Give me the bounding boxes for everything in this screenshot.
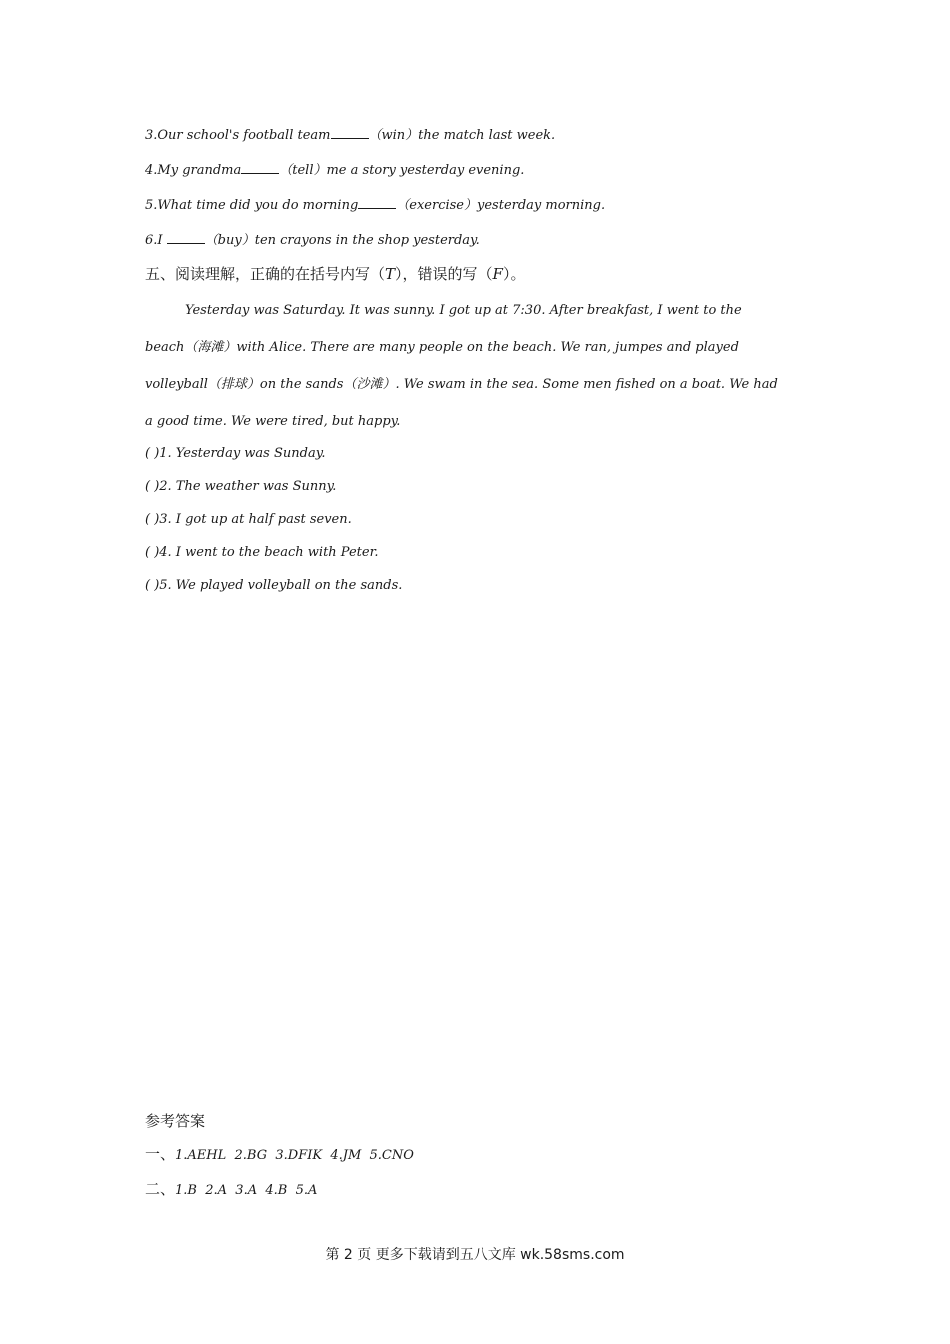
page-footer: 第 2 页 更多下载请到五八文库 wk.58sms.com bbox=[325, 1247, 625, 1263]
answer-blank[interactable] bbox=[331, 126, 369, 139]
section-5-title-f: F bbox=[492, 265, 503, 283]
answers-title: 参考答案 bbox=[145, 1112, 206, 1130]
question-3-hint: （win） bbox=[368, 128, 419, 143]
question-3-text: 3.Our school's football team bbox=[145, 128, 331, 143]
tf-item-4: ( )4. I went to the beach with Peter. bbox=[145, 545, 379, 560]
section-5-title-part: 五、阅读理解，正确的在括号内写（ bbox=[145, 265, 386, 283]
answers-line-2-text: 1.B 2.A 3.A 4.B 5.A bbox=[175, 1183, 318, 1198]
answers-line-2-prefix: 二、 bbox=[145, 1180, 176, 1198]
answer-blank[interactable] bbox=[241, 161, 279, 174]
answers-line-1 bbox=[145, 1145, 414, 1165]
question-4-rest: me a story yesterday evening. bbox=[326, 163, 525, 178]
question-6-hint: （buy） bbox=[204, 233, 255, 248]
tf-item-3: ( )3. I got up at half past seven. bbox=[145, 512, 352, 527]
question-5-rest: yesterday morning. bbox=[477, 198, 606, 213]
question-4 bbox=[145, 161, 524, 180]
section-5-title-part: ）。 bbox=[502, 265, 526, 283]
answer-blank[interactable] bbox=[358, 196, 396, 209]
answers-line-1-prefix: 一、 bbox=[145, 1145, 176, 1163]
answer-blank[interactable] bbox=[167, 231, 205, 244]
question-5-text: 5.What time did you do morning bbox=[145, 198, 359, 213]
question-4-hint: （tell） bbox=[279, 163, 327, 178]
section-5-title-part: ），错误的写（ bbox=[395, 265, 493, 283]
section-5-title-t: T bbox=[385, 265, 396, 283]
question-5-hint: （exercise） bbox=[396, 198, 478, 213]
question-6-text: 6.I bbox=[145, 233, 167, 248]
answers-line-2 bbox=[145, 1180, 317, 1200]
tf-item-5: ( )5. We played volleyball on the sands. bbox=[145, 578, 403, 593]
question-4-text: 4.My grandma bbox=[145, 163, 242, 178]
section-5-title bbox=[145, 265, 525, 283]
question-6 bbox=[145, 231, 480, 250]
question-3 bbox=[145, 126, 555, 145]
tf-item-1: ( )1. Yesterday was Sunday. bbox=[145, 446, 326, 461]
question-3-rest: the match last week. bbox=[418, 128, 556, 143]
tf-item-2: ( )2. The weather was Sunny. bbox=[145, 479, 337, 494]
reading-passage: Yesterday was Saturday. It was sunny. I got up at 7:30. After breakfast, I went to the beach（海滩）with Alice. There are many people on the beach. We ran, jumpes and played volleyball（排球）on the sands（沙滩）. We swam in the sea. Some men fished on a boat. We had a good time. We were tired, but happy. bbox=[145, 303, 778, 429]
question-5 bbox=[145, 196, 605, 215]
question-6-rest: ten crayons in the shop yesterday. bbox=[254, 233, 480, 248]
answers-line-1-text: 1.AEHL 2.BG 3.DFIK 4.JM 5.CNO bbox=[175, 1148, 414, 1163]
